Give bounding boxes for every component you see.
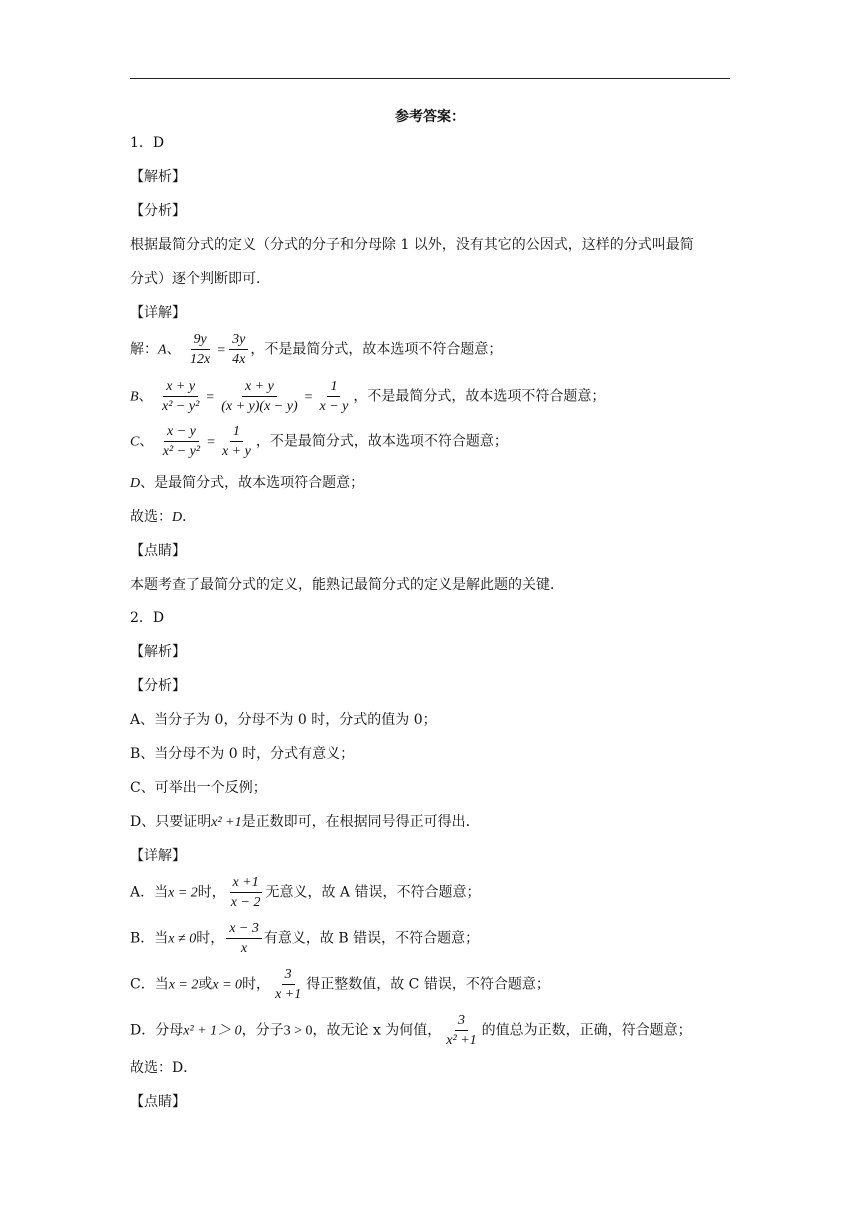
q1-choose bbox=[130, 508, 196, 527]
q1-c-fraction-1 bbox=[160, 423, 203, 460]
q1-tag-xiangjie: 【详解】 bbox=[130, 305, 186, 321]
q1-b-den2: (x + y)(x − y) bbox=[221, 399, 298, 414]
q2-dd-post: 的值总为正数，正确，符合题意； bbox=[481, 1022, 692, 1039]
q1-option-b: B、 $\frac{x + y}{\text{x² − y²}}$ = $\frac{x + y}{(x + y)(x - y)}$ = $\frac{1}{x - y}$ ，不是最简分式，故本选项不符合题意； bbox=[130, 379, 606, 414]
q1-analysis-line2: 分式）逐个判断即可． bbox=[130, 271, 270, 287]
q1-a-prefix: 解： bbox=[130, 341, 158, 358]
q1-c-num2: 1 bbox=[230, 423, 243, 442]
q2-an-d-pre: D、只要证明 bbox=[130, 814, 212, 830]
q1-option-d bbox=[130, 474, 364, 493]
q1-a-text: ，不是最简分式，故本选项不符合题意； bbox=[250, 341, 503, 358]
q2-dc-cond2: x = 0 bbox=[212, 977, 243, 993]
q2-da-den: x − 2 bbox=[230, 895, 261, 910]
q1-b-fraction-3 bbox=[317, 378, 352, 415]
q2-db-fraction bbox=[226, 920, 262, 957]
q2-an-d-expr: x² +1 bbox=[211, 815, 242, 830]
q2-da-pre: A．当 bbox=[130, 884, 169, 901]
q1-b-den1: x² − y² bbox=[162, 399, 200, 414]
q1-a-den1: 12x bbox=[190, 352, 211, 367]
q1-a-den2: 4x bbox=[232, 352, 246, 367]
q1-a-num1: 9y bbox=[191, 331, 210, 350]
q2-detail-a bbox=[130, 874, 480, 911]
q2-tag-fenxi: 【分析】 bbox=[130, 678, 186, 694]
q2-analysis-c: C、可举出一个反例； bbox=[130, 780, 267, 796]
q1-a-fraction-2 bbox=[229, 331, 248, 368]
q1-b-sep: 、 bbox=[138, 388, 153, 405]
q2-dd-expr2: 3 > 0 bbox=[283, 1023, 313, 1039]
q1-comment: 本题考查了最简分式的定义，能熟记最简分式的定义是解此题的关键． bbox=[130, 577, 564, 593]
q2-dd-fraction bbox=[443, 1012, 479, 1049]
q2-dd-den: x² +1 bbox=[446, 1033, 477, 1048]
q2-da-cond: x = 2 bbox=[168, 885, 198, 901]
q1-d-text: 、是最简分式，故本选项符合题意； bbox=[140, 475, 365, 491]
q2-analysis-d bbox=[130, 813, 480, 832]
q1-c-den1: x² − y² bbox=[162, 444, 201, 459]
q2-db-num: x − 3 bbox=[226, 920, 262, 939]
q2-dc-cond1: x = 2 bbox=[168, 977, 199, 993]
q2-dd-expr1: x² + 1＞ 0 bbox=[183, 1023, 242, 1039]
q1-a-num2: 3y bbox=[229, 331, 248, 350]
q1-a-fraction-1 bbox=[187, 331, 213, 368]
q1-c-den2: x + y bbox=[221, 444, 251, 459]
q2-da-post: 无意义，故 A 错误，不符合题意； bbox=[265, 884, 481, 901]
q1-choose-suffix: ． bbox=[182, 509, 197, 525]
q2-dc-or: 或 bbox=[198, 976, 213, 993]
q2-da-fraction bbox=[228, 874, 264, 911]
q2-analysis-a: A、当分子为 0，分母不为 0 时，分式的值为 0； bbox=[130, 712, 437, 728]
q1-tag-jiexi: 【解析】 bbox=[130, 169, 186, 185]
q1-d-label: D bbox=[130, 476, 141, 491]
q2-db-post: 有意义，故 B 错误，不符合题意； bbox=[263, 930, 480, 947]
q1-b-fraction-1 bbox=[159, 378, 202, 415]
header-rule bbox=[130, 78, 730, 79]
q2-an-d-post: 是正数即可，在根据同号得正可得出． bbox=[241, 814, 480, 830]
q2-dc-den: x +1 bbox=[275, 987, 302, 1002]
q2-dc-post: 得正整数值，故 C 错误，不符合题意； bbox=[306, 976, 550, 993]
q1-c-fraction-2 bbox=[219, 423, 254, 460]
q1-b-num1: x + y bbox=[163, 378, 198, 397]
q2-dd-mid2: ，故无论 x 为何值， bbox=[312, 1022, 442, 1039]
q2-dc-fraction bbox=[272, 966, 304, 1003]
q2-detail-d bbox=[130, 1012, 692, 1049]
q2-detail-c bbox=[130, 966, 550, 1003]
q1-option-c: C、 $\frac{x - y}{\text{x² − y²}}$ = $\frac{1}{x + y}$ ，不是最简分式，故本选项不符合题意； bbox=[130, 424, 508, 459]
q2-da-mid: 时， bbox=[197, 884, 226, 901]
q1-b-den3: x − y bbox=[319, 399, 349, 414]
q1-analysis-line1: 根据最简分式的定义（分式的分子和分母除 1 以外，没有其它的公因式，这样的分式叫最简 bbox=[130, 237, 694, 253]
q1-b-num2: x + y bbox=[242, 378, 277, 397]
q1-c-num1: x − y bbox=[164, 423, 199, 442]
q2-answer: 2．D bbox=[130, 610, 165, 626]
q1-tag-fenxi: 【分析】 bbox=[130, 203, 186, 219]
q1-b-text: ，不是最简分式，故本选项不符合题意； bbox=[353, 388, 606, 405]
q2-dd-num: 3 bbox=[455, 1012, 468, 1031]
q1-c-label: C bbox=[130, 434, 140, 450]
q2-db-pre: B．当 bbox=[130, 930, 169, 947]
q2-tag-xiangjie: 【详解】 bbox=[130, 848, 186, 864]
q1-a-sep: 、 bbox=[166, 341, 181, 358]
q1-a-label: A bbox=[158, 342, 167, 358]
q1-b-label: B bbox=[130, 389, 139, 405]
q1-b-num3: 1 bbox=[327, 378, 340, 397]
q2-analysis-b: B、当分母不为 0 时，分式有意义； bbox=[130, 746, 355, 762]
q1-c-sep: 、 bbox=[139, 433, 154, 450]
q2-tag-jiexi: 【解析】 bbox=[130, 644, 186, 660]
q2-dc-pre: C．当 bbox=[130, 976, 169, 993]
q2-dd-mid1: ，分子 bbox=[241, 1022, 284, 1039]
page-title: 参考答案： bbox=[395, 109, 465, 125]
q2-db-cond: x ≠ 0 bbox=[168, 931, 197, 947]
q1-tag-dianjing: 【点睛】 bbox=[130, 543, 186, 559]
q2-dd-pre: D．分母 bbox=[130, 1022, 184, 1039]
q2-dc-num: 3 bbox=[282, 966, 295, 985]
q2-da-num: x +1 bbox=[230, 874, 262, 893]
q1-choose-value: D bbox=[172, 510, 183, 525]
q1-answer: 1．D bbox=[130, 135, 165, 151]
q1-choose-prefix: 故选： bbox=[130, 509, 172, 525]
q2-choose: 故选：D． bbox=[130, 1060, 198, 1076]
q2-detail-b bbox=[130, 920, 479, 957]
q1-option-a: 解：A、 $\frac{9y}{12x}$ = $\frac{3y}{4x}$ ，不是最简分式，故本选项不符合题意； bbox=[130, 332, 503, 367]
q2-db-den: x bbox=[240, 941, 248, 956]
q1-b-fraction-2 bbox=[218, 378, 300, 415]
q2-dc-mid: 时， bbox=[242, 976, 271, 993]
q2-tag-dianjing: 【点睛】 bbox=[130, 1094, 186, 1110]
q1-c-text: ，不是最简分式，故本选项不符合题意； bbox=[255, 433, 508, 450]
q2-db-mid: 时， bbox=[196, 930, 225, 947]
